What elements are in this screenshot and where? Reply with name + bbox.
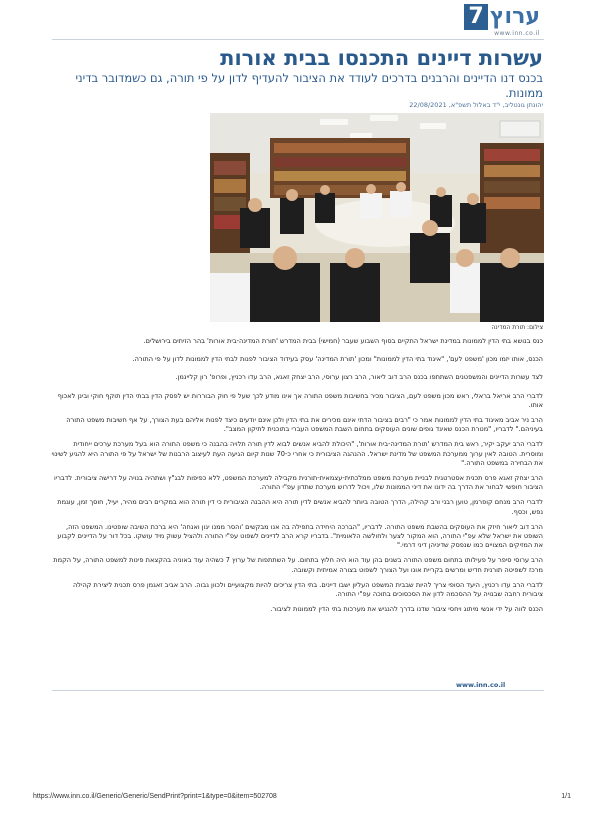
article-paragraph: כנס בנושא בתי הדין לממונות במדינת ישראל התקיים בסוף השבוע שעבר (חמישי) בבית המדרש 'תורת המדינה-בית אורות' בהר הזיתים בירושלים. <box>143 337 543 345</box>
article-body <box>51 337 543 614</box>
article-paragraph: הכנס לווה על ידי אנשי מיתוג ויחסי ציבור שדנו בדרך להנגיש את מערכות בתי הדין לממונות לציבור. <box>270 605 543 614</box>
photo-caption: צילום: תורת המדינה <box>491 324 543 331</box>
header-divider <box>52 39 544 40</box>
logo-site: www.inn.co.il <box>494 30 540 37</box>
article-paragraph: לצד עשרות הדיינים והמשפטנים השתתפו בכנס הרב דוב ליאור, הרב רצון ערוסי, הרב יצחק זאגא, הרב עדו רכניץ, ופרופ' רון קליינמן. <box>175 373 543 382</box>
footer-divider <box>52 690 544 691</box>
article-paragraph: לדברי הרב אריאל בראלי, ראש מכון משפט לעם, הציבור מכיר בחשיבות משפט התורה אך אינו מודע לכך שעל פי חוק הבוררות יש לפסק הדין בבתי הדין תוקף חוקי ובינן לאכוף אותו. <box>57 391 543 409</box>
channel7-logo[interactable] <box>448 3 540 31</box>
article-paragraph: הרב יצחק זאגא פרס תכנית אסטרטגית לבניית מערכת משפט ממלכתית-עצמאית-תורנית מקבילה למערכת המשפט, ללא כפיפות לבג"ץ ושתהיה בנויה על דרישה ציבורית. לדבריו הציבור חופשי לבחור את הדרך בה ידונו את דיני הממונות שלו, ויכול לדרוש מערכת שתדון עפ"י התורה. <box>53 474 543 492</box>
logo-text: ערוץ <box>490 4 540 29</box>
footer-site-link[interactable]: www.inn.co.il <box>456 681 506 689</box>
article-photo <box>210 113 544 322</box>
article-paragraph: הרב ערוסי סיפר על פעילותו בתחום משפט התורה בשנים בהן עוד הוא היה חלוץ בתחום. על השתתפות של ערוץ 7 כשהיה עוד באוניה בהקצאת פינות למשפט התורה, על הקמת מרכז לשפיטה תורנית חדיש ומרשים בקריית אונו ועל הצורך לשפוט בצורה אמיתית וקשובה. <box>53 556 543 574</box>
article-byline: יהונתן גונטליב, י"ד באלול תשפ"א, 22/08/2021 <box>409 101 543 109</box>
article-paragraph: הכנס, אותו יזמו מכון 'משפט לעם', "איגוד בתי הדין לממונות" ומכון 'תורת המדינה' עסק בעידוד הציבור לפנות לבתי הדין לממונות לדון על פי התורה. <box>132 355 543 364</box>
article-paragraph: לדברי הרב מנחם קופרמן, טוען רבני ורב קהילה, הדרך הטובה ביותר להביא אנשים לדין תורה היא ההבנה הציבורית כי דין תורה הוא במקרים רבים מהיר, יעיל, חוסך זמן, עוגמת נפש, וכסף. <box>57 498 543 516</box>
article-paragraph: לדברי הרב עדו רכניץ, היעד הסופי צריך להיות שבבית המשפט העליון ישבו דיינים. בתי הדין צריכים להיות מקצועיים ולכוון גבוה. הרב אביב זאגמן פרס תכנית ליצירת קהילה ציבורית רחבה שבנויה על ההסכמה לדון את הסכסוכים בתוכה עפ"י התורה. <box>72 580 543 599</box>
article-headline: עשרות דיינים התכנסו בבית אורות <box>220 46 543 70</box>
article-paragraph: הרב ניר אביב מאיגוד בתי הדין לממונות אמר כי "רבים בציבור הדתי אינם מכירים את בתי הדין ולכן אינם יודעים כיצד לפנות אליהם בעת הצורך, על אף חשיבות משפט התורה בעיניהם." לדבריו, "מטרת הכנס שאיגד גופים שונים העוסקים בתחום השבת המשפט העברי בתוכנית לתיקון המצב". <box>66 416 543 434</box>
article-paragraph: הרב דוב ליאור חיזק את העוסקים בהשבת משפט התורה. לדבריו, "הברכה היחידה בתפילה בה אנו מבקשים 'והסר ממנו יגון ואנחה' היא ברכת השיבה שופטינו. המשפט הזה, השופט את ישראל שלא עפ"י התורה, הוא המקור לצער ולחולשה הלאומית". בדבריו קרא הרב לדיינים לשפוט עפ"י התורה ולהציל עשוק מיד עושקו. בכל דור על הדיינים לקבוע את המזיקים המצויים כמו שנפסק שדיניהן דיני דרמי." <box>57 522 543 550</box>
print-url: https://www.inn.co.il/Generic/Generic/SendPrint?print=1&type=0&item=502708 <box>33 793 277 800</box>
article-paragraph: לדברי הרב יעקב יקיר, ראש בית המדרש 'תורת המדינה-בית אורות', "היכולת להביא אנשים לבוא לדין תורה תלויה בהבנה כי משפט התורה הוא בעל מערכת ערכים ייחודית ומוסרית. הטובה לאין ערוך ממערכת המשפט של מדינת ישראל. ההנהגה הציבורית כי אחרי כ-70 שנות קיום הגיעה העת לעיצוב הרבנות של ישראל על פי התורה היא להגיע לשינוי את הבחירה במשפט התורה." <box>51 440 543 467</box>
article-subheadline: בכנס דנו הדיינים והרבנים בדרכים לעודד את הציבור להעדיף לדון על פי תורה, גם כשמדובר בדיני ממונות. <box>75 71 543 100</box>
page-number: 1/1 <box>561 793 571 800</box>
logo-number: 7 <box>464 4 488 30</box>
